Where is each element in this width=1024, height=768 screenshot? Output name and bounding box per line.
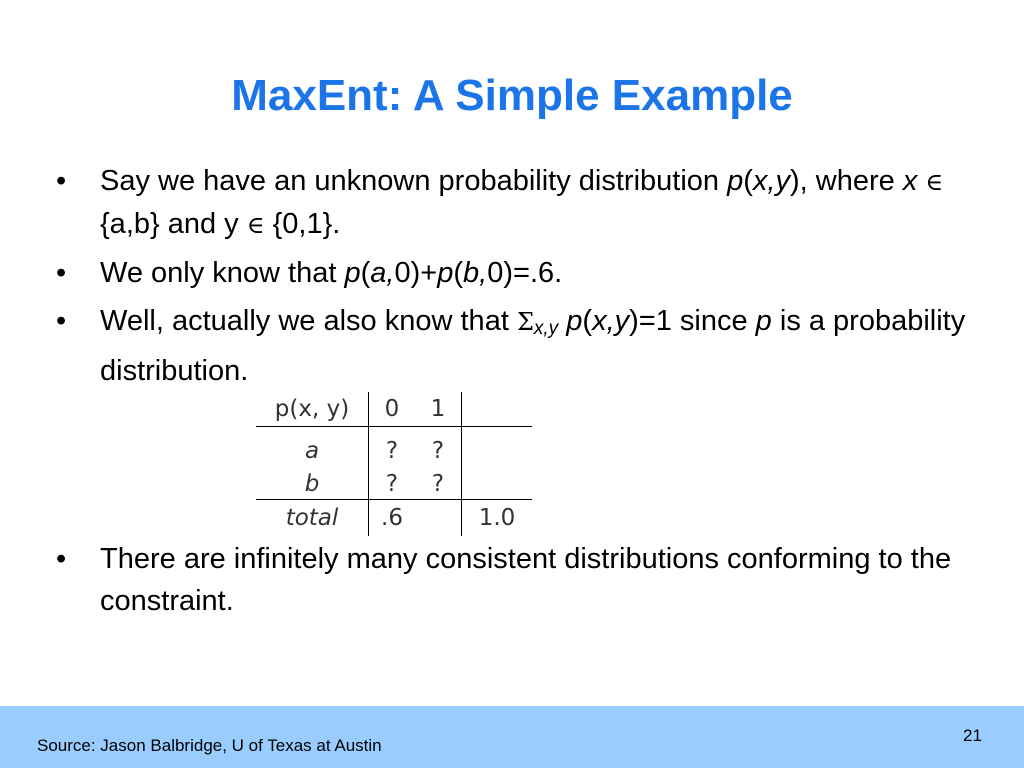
var-p: p bbox=[727, 165, 744, 197]
var-p: p bbox=[566, 305, 583, 337]
table-header-cell: 1 bbox=[415, 392, 462, 427]
var-xy: x,y bbox=[752, 165, 790, 197]
table-cell: ? bbox=[385, 438, 399, 464]
element-of-symbol: ∈ bbox=[925, 168, 944, 196]
text: We only know that bbox=[100, 257, 345, 289]
table-header-row bbox=[256, 392, 532, 427]
bullet-list-2 bbox=[56, 538, 986, 628]
text: Say we have an unknown probability distribution bbox=[100, 165, 728, 197]
table-cell: ? bbox=[431, 438, 445, 464]
source-credit: Source: Jason Balbridge, U of Texas at Austin bbox=[37, 736, 382, 755]
table-cell: 1.0 bbox=[462, 500, 533, 537]
bullet-list bbox=[56, 160, 986, 398]
text: 0)+ bbox=[394, 257, 438, 289]
var-p: p bbox=[755, 305, 772, 337]
table-cell bbox=[462, 427, 533, 470]
table-cell: ? bbox=[369, 469, 416, 500]
bullet-marker: • bbox=[56, 543, 67, 575]
var-p: p bbox=[437, 257, 454, 289]
text: ( bbox=[453, 257, 464, 289]
probability-table bbox=[256, 392, 532, 536]
table-row bbox=[256, 427, 532, 470]
sum-subscript: x,y bbox=[533, 318, 559, 339]
bullet-item bbox=[56, 538, 986, 622]
table-cell: b bbox=[256, 469, 369, 500]
table-cell bbox=[462, 469, 533, 500]
table-header-cell bbox=[462, 392, 533, 427]
table-cell: a bbox=[256, 427, 369, 470]
page-number: 21 bbox=[963, 726, 982, 745]
text: is a probability distribution. bbox=[100, 305, 966, 387]
footer-bar bbox=[0, 706, 1024, 768]
text: {0,1}. bbox=[264, 208, 341, 240]
table-cell bbox=[415, 500, 462, 537]
bullet-item bbox=[56, 300, 986, 392]
bullet-item bbox=[56, 160, 986, 246]
var-xy: x,y bbox=[592, 305, 630, 337]
var-b: b, bbox=[463, 257, 488, 289]
text: 0)=.6. bbox=[487, 257, 563, 289]
table-row-total bbox=[256, 500, 532, 537]
text: Well, actually we also know that bbox=[100, 305, 517, 337]
text: There are infinitely many consistent distributions conforming to the constraint. bbox=[100, 543, 952, 617]
table-cell: ? bbox=[415, 469, 462, 500]
text: )=1 since bbox=[629, 305, 756, 337]
bullet-marker: • bbox=[56, 305, 67, 337]
var-a: a, bbox=[370, 257, 395, 289]
bullet-item bbox=[56, 252, 986, 294]
text: ( bbox=[582, 305, 593, 337]
table-header-cell: 0 bbox=[369, 392, 416, 427]
table-header-cell: p(x, y) bbox=[256, 392, 369, 427]
text: ( bbox=[743, 165, 753, 197]
var-p: p bbox=[344, 257, 361, 289]
text: {a,b} and y bbox=[100, 208, 247, 240]
sigma-symbol: Σ bbox=[516, 308, 534, 336]
table-cell: .6 bbox=[381, 505, 403, 531]
element-of-symbol: ∈ bbox=[246, 211, 265, 239]
table-row bbox=[256, 469, 532, 500]
text: ( bbox=[360, 257, 371, 289]
var-x: x bbox=[902, 165, 918, 197]
table-cell: total bbox=[256, 500, 369, 537]
bullet-marker: • bbox=[56, 165, 67, 197]
text: ), where bbox=[789, 165, 903, 197]
slide-title: MaxEnt: A Simple Example bbox=[231, 71, 793, 120]
bullet-marker: • bbox=[56, 257, 67, 289]
